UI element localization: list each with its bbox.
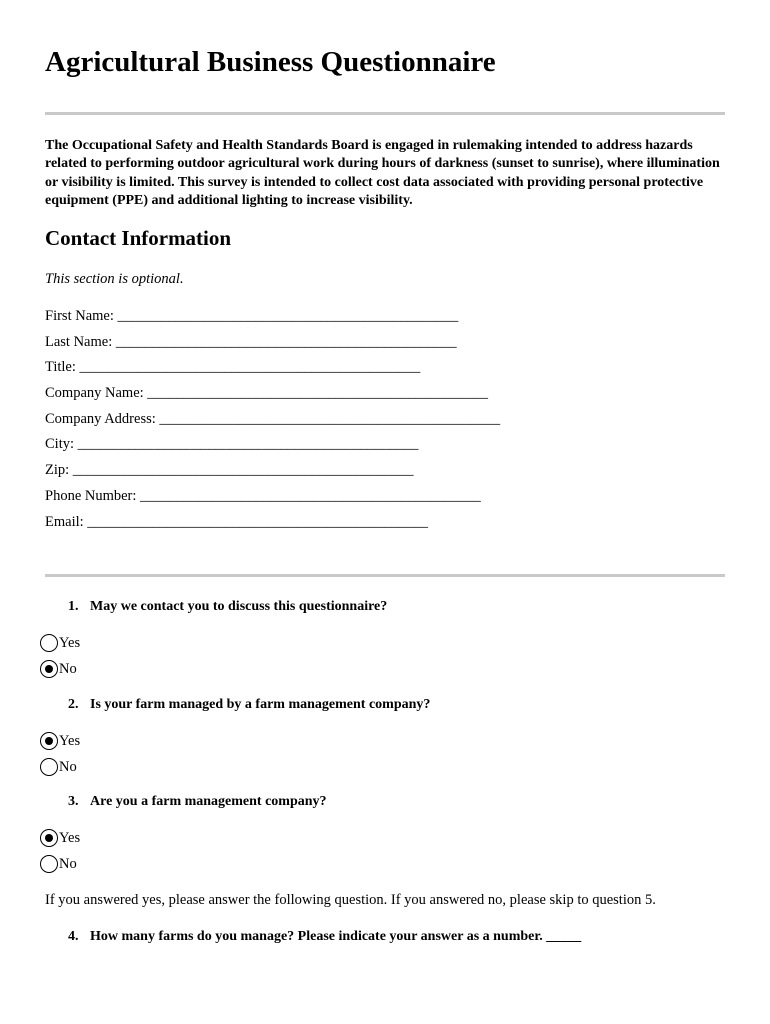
- company-address-field[interactable]: [45, 410, 605, 436]
- phone-number-field[interactable]: [45, 487, 605, 513]
- intro-paragraph: The Occupational Safety and Health Standards Board is engaged in rulemaking intended to address hazards related to performing outdoor agricultural work during hours of darkness (sunset to sunrise), where illumination or visibility is limited. This survey is intended to collect cost data associated with providing personal protective equipment (PPE) and additional lighting to increase visibility.: [45, 138, 720, 208]
- question-1: [68, 599, 387, 615]
- question-text: May we contact you to discuss this questionnaire?: [90, 599, 388, 614]
- email-field[interactable]: [45, 513, 605, 539]
- first-name-field[interactable]: [45, 307, 605, 333]
- field-blank[interactable]: _______________________________________________: [147, 385, 489, 402]
- option-label: No: [59, 660, 77, 677]
- contact-fields: [45, 307, 605, 538]
- title-divider: [45, 112, 725, 115]
- radio-unchecked-icon[interactable]: [40, 634, 58, 652]
- contact-section-heading: Contact Information: [45, 226, 232, 250]
- option-label: Yes: [59, 829, 81, 846]
- field-blank[interactable]: _______________________________________________: [77, 436, 419, 453]
- question-number: 2.: [68, 697, 79, 712]
- option-label: Yes: [59, 732, 81, 749]
- page-title: Agricultural Business Questionnaire: [45, 46, 496, 78]
- field-label: Company Name:: [45, 385, 144, 402]
- q3-option-yes[interactable]: [40, 827, 80, 849]
- city-field[interactable]: [45, 435, 605, 461]
- field-blank[interactable]: _______________________________________________: [140, 487, 481, 504]
- zip-field[interactable]: [45, 461, 605, 487]
- title-field[interactable]: [45, 358, 605, 384]
- q2-option-yes[interactable]: [40, 730, 80, 752]
- radio-checked-icon[interactable]: [40, 829, 58, 847]
- q1-option-yes[interactable]: [40, 632, 80, 654]
- question-2: [68, 697, 430, 713]
- field-blank[interactable]: _______________________________________________: [115, 333, 457, 350]
- field-label: Email:: [45, 513, 84, 530]
- field-label: First Name:: [45, 308, 114, 324]
- field-label: Phone Number:: [45, 487, 137, 504]
- question-text: Is your farm managed by a farm management company?: [90, 697, 431, 712]
- question-text: Are you a farm management company?: [90, 794, 327, 809]
- radio-checked-icon[interactable]: [40, 660, 58, 678]
- question-number: 3.: [68, 794, 79, 809]
- field-blank[interactable]: _______________________________________________: [159, 410, 501, 427]
- q1-option-no[interactable]: [40, 658, 77, 680]
- optional-note: This section is optional.: [45, 271, 184, 287]
- field-blank[interactable]: _______________________________________________: [117, 308, 459, 324]
- company-name-field[interactable]: [45, 384, 605, 410]
- field-blank[interactable]: _______________________________________________: [87, 513, 429, 530]
- field-blank[interactable]: _______________________________________________: [79, 359, 421, 376]
- last-name-field[interactable]: [45, 333, 605, 359]
- radio-unchecked-icon[interactable]: [40, 855, 58, 873]
- radio-checked-icon[interactable]: [40, 732, 58, 750]
- question-text[interactable]: How many farms do you manage? Please indicate your answer as a number. _____: [90, 929, 582, 944]
- q3-option-no[interactable]: [40, 853, 77, 875]
- question-number: 1.: [68, 599, 79, 614]
- skip-instruction: If you answered yes, please answer the following question. If you answered no, please skip to question 5.: [45, 892, 656, 908]
- radio-unchecked-icon[interactable]: [40, 758, 58, 776]
- section-divider: [45, 574, 725, 577]
- question-3: [68, 794, 327, 810]
- field-label: Last Name:: [45, 333, 113, 350]
- question-4: [68, 929, 581, 945]
- field-label: City:: [45, 436, 75, 453]
- option-label: No: [59, 855, 77, 872]
- q2-option-no[interactable]: [40, 756, 77, 778]
- field-blank[interactable]: _______________________________________________: [72, 462, 414, 479]
- field-label: Title:: [45, 359, 76, 376]
- question-number: 4.: [68, 929, 79, 944]
- field-label: Zip:: [45, 462, 70, 479]
- field-label: Company Address:: [45, 410, 156, 427]
- option-label: No: [59, 758, 77, 775]
- option-label: Yes: [59, 634, 81, 651]
